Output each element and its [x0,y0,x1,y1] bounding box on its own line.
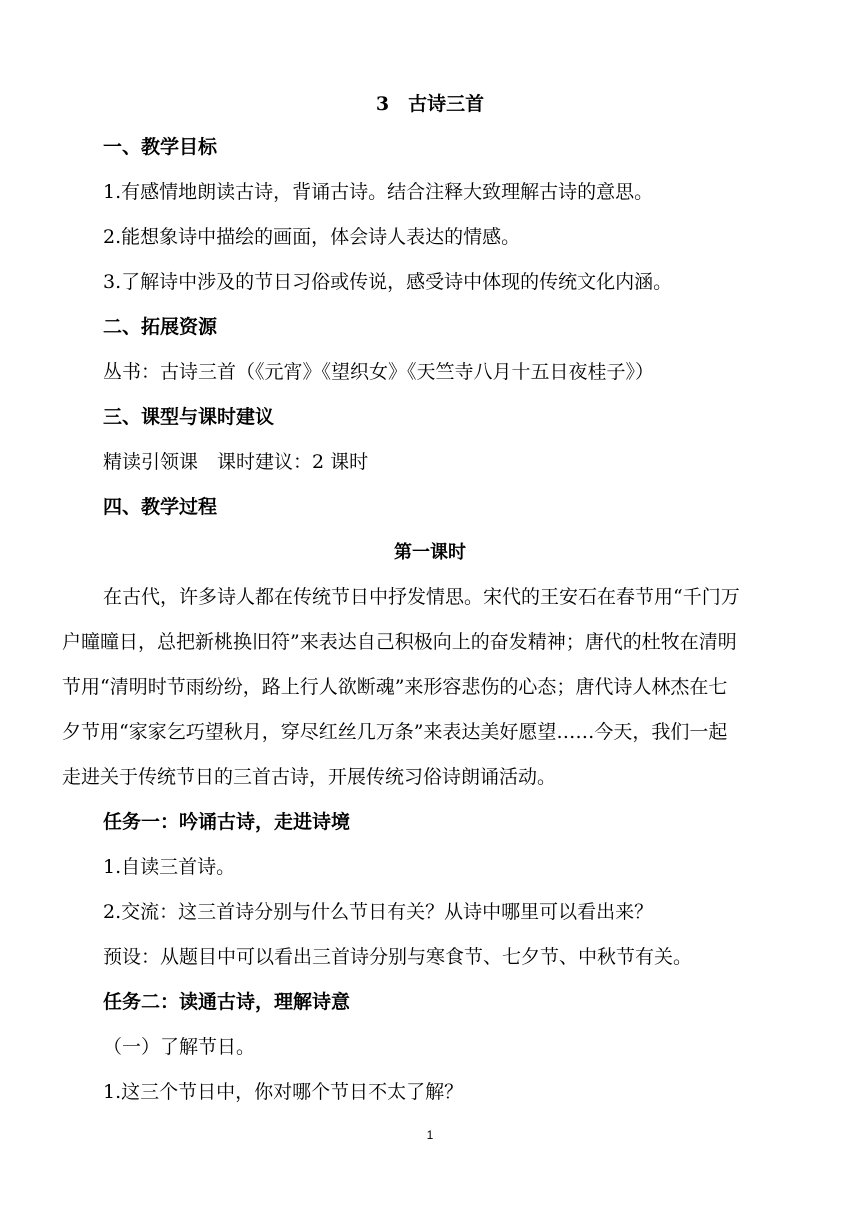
document-title: 3 古诗三首 [375,93,485,115]
task-1-heading: 任务一：吟诵古诗，走进诗境 [103,811,351,833]
page-number: 1 [426,1128,434,1142]
section-heading-teaching-process: 四、教学过程 [103,496,218,518]
task-1-preset: 预设：从题目中可以看出三首诗分别与寒食节、七夕节、中秋节有关。 [103,946,693,968]
task-2-step-1: 1.这三个节日中，你对哪个节日不太了解？ [103,1081,464,1103]
lesson-type-text: 精读引领课 课时建议：2 课时 [103,451,369,473]
task-2-subsection-1: （一）了解节日。 [103,1036,256,1058]
goal-item-1: 1.有感情地朗读古诗，背诵古诗。结合注释大致理解古诗的意思。 [103,181,654,203]
section-heading-teaching-goals: 一、教学目标 [103,136,218,158]
task-2-heading: 任务二：读通古诗，理解诗意 [103,991,351,1013]
intro-paragraph-line-1: 在古代，许多诗人都在传统节日中抒发情思。宋代的王安石在春节用“千门万 [103,586,740,608]
section-heading-resources: 二、拓展资源 [103,316,218,338]
section-heading-lesson-type: 三、课型与课时建议 [103,406,275,428]
intro-paragraph-line-3: 节用“清明时节雨纷纷，路上行人欲断魂”来形容悲伤的心态；唐代诗人林杰在七 [62,676,728,698]
goal-item-2: 2.能想象诗中描绘的画面，体会诗人表达的情感。 [103,226,521,248]
goal-item-3: 3.了解诗中涉及的节日习俗或传说，感受诗中体现的传统文化内涵。 [103,271,673,293]
intro-paragraph-line-2: 户曈曈日，总把新桃换旧符”来表达自己积极向上的奋发精神；唐代的杜牧在清明 [62,631,737,653]
resource-text: 丛书：古诗三首（《元宵》《望织女》《天竺寺八月十五日夜桂子》） [103,361,655,383]
task-1-step-2: 2.交流：这三首诗分别与什么节日有关？从诗中哪里可以看出来？ [103,901,654,923]
lesson-1-heading: 第一课时 [394,542,466,563]
intro-paragraph-line-4: 夕节用“家家乞巧望秋月，穿尽红丝几万条”来表达美好愿望……今天，我们一起 [62,721,728,743]
intro-paragraph-line-5: 走进关于传统节日的三首古诗，开展传统习俗诗朗诵活动。 [62,766,557,788]
task-1-step-1: 1.自读三首诗。 [103,856,236,878]
